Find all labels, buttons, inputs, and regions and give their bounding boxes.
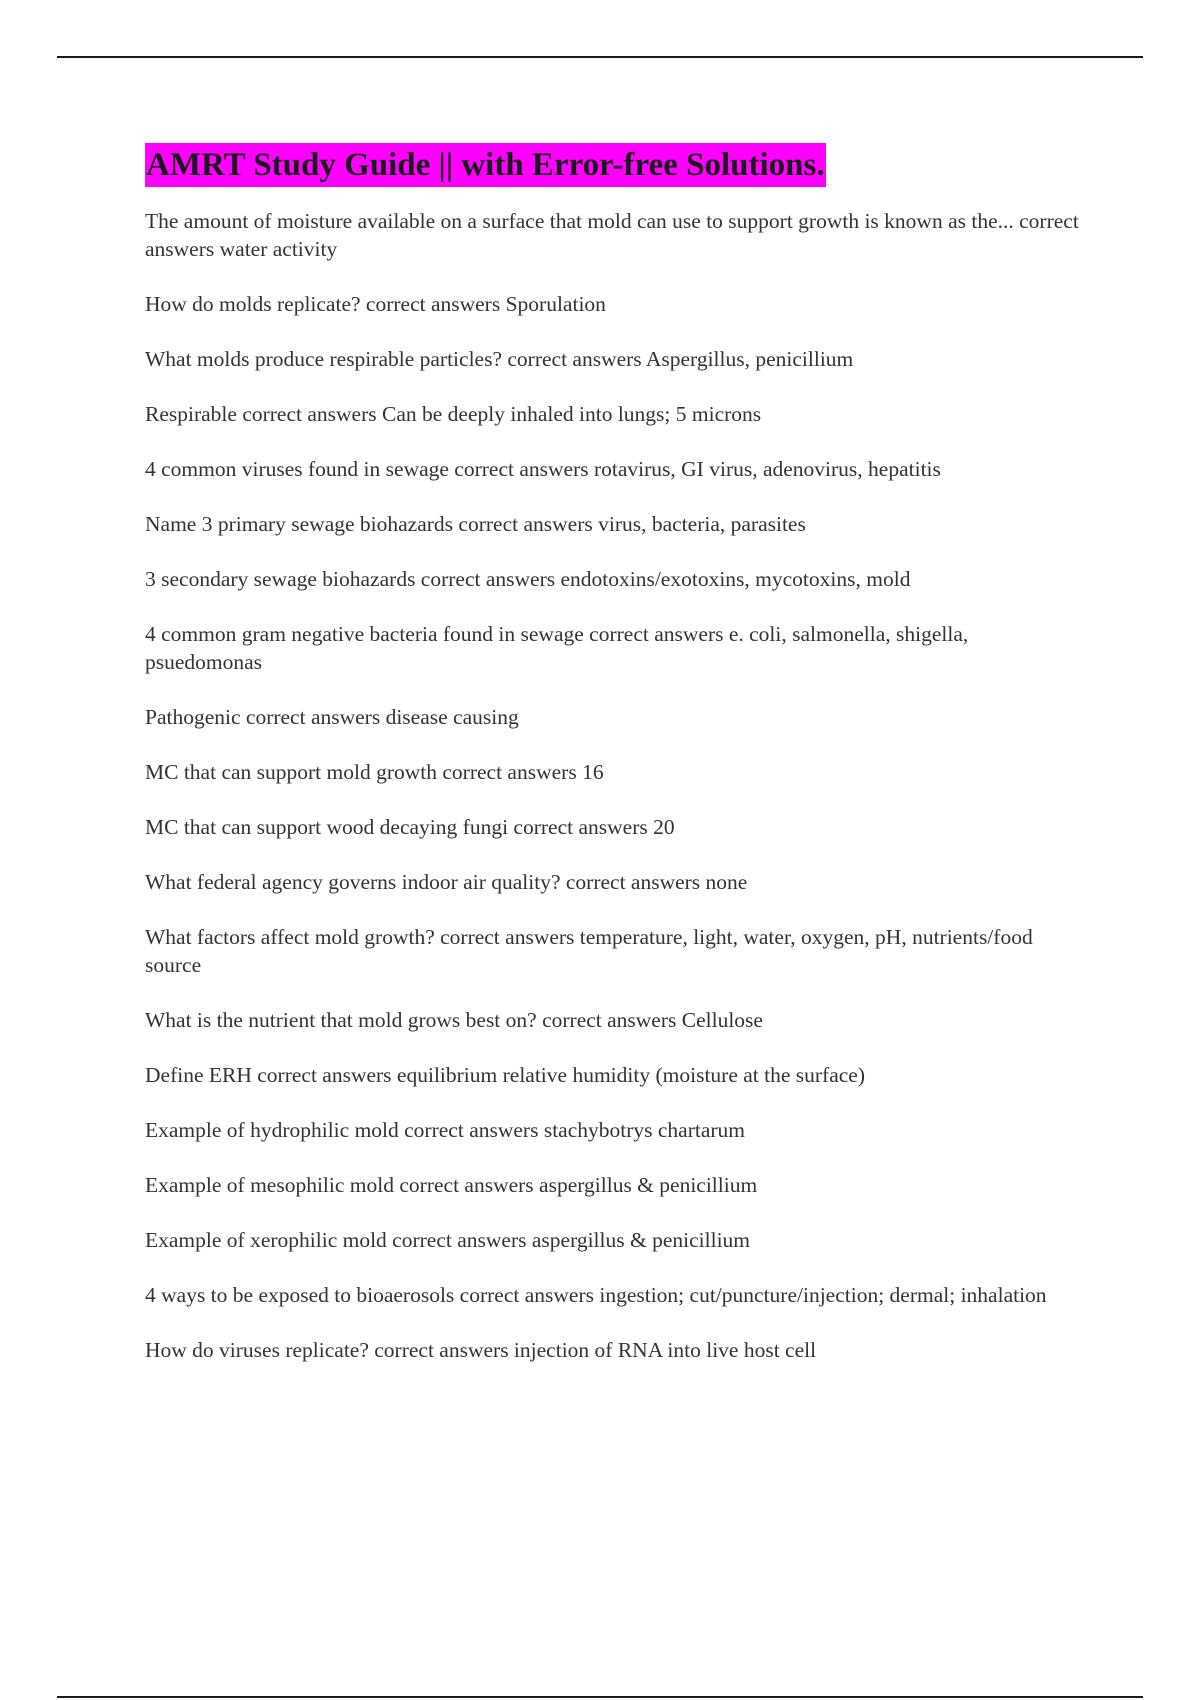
qa-item: What is the nutrient that mold grows best on? correct answers Cellulose [145,1008,763,1032]
qa-item: MC that can support mold growth correct answers 16 [145,760,604,784]
qa-item: What federal agency governs indoor air quality? correct answers none [145,870,748,894]
qa-item: Respirable correct answers Can be deeply inhaled into lungs; 5 microns [145,402,762,426]
qa-item: MC that can support wood decaying fungi correct answers 20 [145,815,675,839]
qa-item: 3 secondary sewage biohazards correct answers endotoxins/exotoxins, mycotoxins, mold [145,567,911,591]
qa-item: How do viruses replicate? correct answers injection of RNA into live host cell [145,1338,817,1362]
page-content [145,143,1085,1391]
qa-item: How do molds replicate? correct answers Sporulation [145,292,606,316]
qa-item: What factors affect mold growth? correct answers temperature, light, water, oxygen, pH, nutrients/food source [145,925,1033,977]
footer-rule [57,1696,1143,1698]
qa-item: The amount of moisture available on a surface that mold can use to support growth is known as the... correct answers water activity [145,209,1079,261]
qa-item: Example of mesophilic mold correct answers aspergillus & penicillium [145,1173,758,1197]
qa-item: 4 common viruses found in sewage correct answers rotavirus, GI virus, adenovirus, hepatitis [145,457,941,481]
document-title: AMRT Study Guide || with Error-free Solutions. [145,143,826,187]
qa-item: 4 ways to be exposed to bioaerosols correct answers ingestion; cut/puncture/injection; dermal; inhalation [145,1283,1047,1307]
qa-item: Name 3 primary sewage biohazards correct answers virus, bacteria, parasites [145,512,806,536]
qa-item: What molds produce respirable particles? correct answers Aspergillus, penicillium [145,347,854,371]
qa-item: 4 common gram negative bacteria found in sewage correct answers e. coli, salmonella, shigella, psuedomonas [145,622,969,674]
qa-item: Example of xerophilic mold correct answers aspergillus & penicillium [145,1228,751,1252]
qa-list [145,207,1085,1364]
qa-item: Pathogenic correct answers disease causing [145,705,519,729]
header-rule [57,56,1143,58]
qa-item: Define ERH correct answers equilibrium relative humidity (moisture at the surface) [145,1063,865,1087]
qa-item: Example of hydrophilic mold correct answers stachybotrys chartarum [145,1118,746,1142]
